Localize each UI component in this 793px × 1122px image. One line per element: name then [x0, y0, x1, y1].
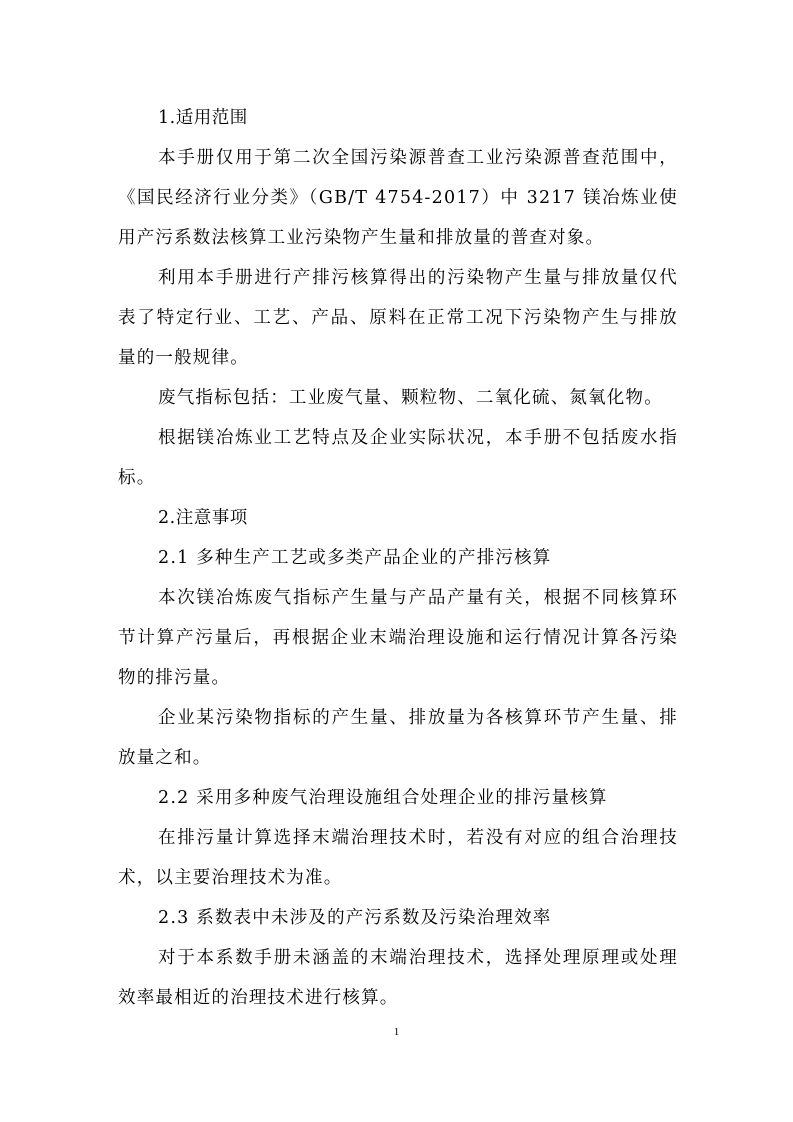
section-heading-notes: 2.注意事项 [158, 508, 248, 528]
page-number: 1 [393, 1026, 400, 1038]
subheading-2-2: 2.2 采用多种废气治理设施组合处理企业的排污量核算 [158, 788, 608, 808]
paragraph-2-2-main-technology: 在排污量计算选择末端治理技术时，若没有对应的组合治理技术，以主要治理技术为准。 [118, 828, 678, 888]
paragraph-2-1-sum: 企业某污染物指标的产生量、排放量为各核算环节产生量、排放量之和。 [118, 708, 678, 768]
paragraph-no-wastewater: 根据镁冶炼业工艺特点及企业实际状况，本手册不包括废水指标。 [118, 428, 678, 488]
paragraph-scope-meaning: 利用本手册进行产排污核算得出的污染物产生量与排放量仅代表了特定行业、工艺、产品、原料在正常工况下污染物产生与排放量的一般规律。 [118, 268, 678, 368]
subheading-2-1: 2.1 多种生产工艺或多类产品企业的产排污核算 [158, 548, 552, 568]
paragraph-gas-indicators: 废气指标包括：工业废气量、颗粒物、二氧化硫、氮氧化物。 [158, 388, 663, 408]
paragraph-2-1-calculation: 本次镁冶炼废气指标产生量与产品产量有关，根据不同核算环节计算产污量后，再根据企业末端治理设施和运行情况计算各污染物的排污量。 [118, 588, 678, 688]
paragraph-2-3-closest-technology: 对于本系数手册未涵盖的末端治理技术，选择处理原理或处理效率最相近的治理技术进行核算。 [118, 948, 678, 1008]
section-heading-scope: 1.适用范围 [158, 108, 248, 128]
paragraph-scope-applicability: 本手册仅用于第二次全国污染源普查工业污染源普查范围中，《国民经济行业分类》（GB/T 4754-2017）中 3217 镁冶炼业使用产污系数法核算工业污染物产生量和排放量的普查对象。 [118, 148, 678, 248]
subheading-2-3: 2.3 系数表中未涉及的产污系数及污染治理效率 [158, 908, 552, 928]
document-body [118, 98, 678, 1018]
